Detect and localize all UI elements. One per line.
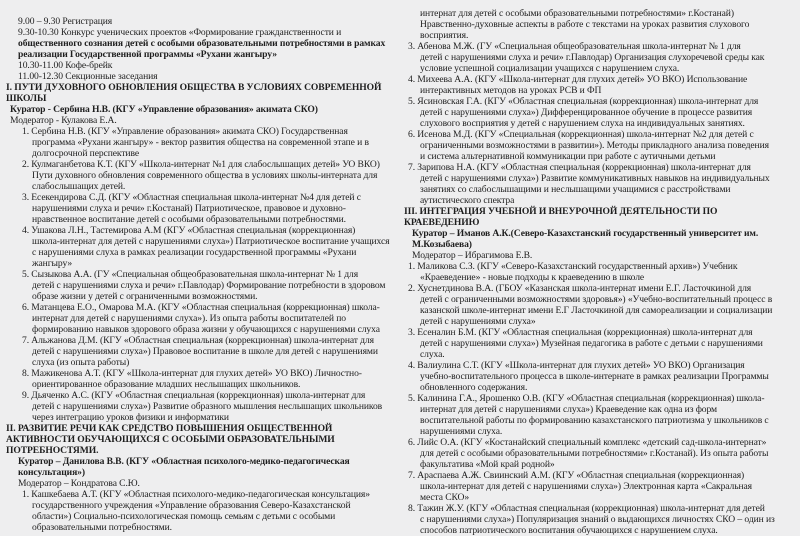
right-line: детей с ограниченными возможностями здоровья») «Учебно-воспитательный процесс в: [420, 294, 773, 305]
right-line: 2. Хуснетдинова В.А. (ГБОУ «Казанская школа-интернат имени Е.Г. Ласточкиной для: [408, 283, 752, 294]
right-line: III. ИНТЕГРАЦИЯ УЧЕБНОЙ И ВНЕУРОЧНОЙ ДЕЯТЕЛЬНОСТИ ПО: [404, 206, 718, 217]
right-line: детей с нарушениями слуха»: [420, 316, 536, 327]
right-line: детей с нарушениями слуха») Музейная педагогика в работе с детьми с нарушениями: [420, 338, 763, 349]
right-line: школа-интернат для детей с нарушениями слуха») Электронная карта «Сакральная: [420, 481, 752, 492]
right-line: слуха.: [420, 349, 445, 360]
left-line: Модератор – Кондратова С.Ю.: [18, 478, 140, 489]
right-line: аутистического спектра: [420, 195, 515, 206]
right-line: учебно-воспитательного процесса в школе-интернате в рамках реализации Программы: [420, 371, 769, 382]
right-line: 8. Тажин Ж.У. (КГУ «Областная специальная (коррекционная) школа-интернат для детей: [408, 503, 765, 514]
right-line: 6. Исенова М.Д. (КГУ «Специальная (коррекционная) школа-интернат №2 для детей с: [408, 129, 754, 140]
right-line: детей с нарушениями слуха») Развитие коммуникативных навыков на индивидуальных: [420, 173, 770, 184]
left-line: Пути духовного обновления современного общества в условиях школы-интерната для: [32, 170, 378, 181]
left-line: 9. Дьяченко А.С. (КГУ «Областная специальная (коррекционная) школа-интернат для: [22, 390, 366, 401]
right-line: М.Козыбаева): [412, 239, 472, 250]
right-line: 4. Михеева А.А. (КГУ «Школа-интернат для глухих детей» УО ВКО) Использование: [408, 74, 748, 85]
left-line: консультация»): [18, 467, 85, 478]
right-line: «Краеведение» - новые подходы к краеведению в школе: [420, 272, 645, 283]
left-line: программа «Рухани жангыру» - вектор развития общества на современной этапе и в: [32, 137, 369, 148]
right-line: нарушениями слуха.: [420, 426, 503, 437]
left-line: 6. Матанцева Е.О., Омарова М.А. (КГУ «Областная специальная (коррекционная) школа-: [22, 302, 380, 313]
left-line: 9.30-10.30 Конкурс ученических проектов «Формирование гражданственности и: [18, 27, 342, 38]
left-line: II. РАЗВИТИЕ РЕЧИ КАК СРЕДСТВО ПОВЫШЕНИЯ ОБЩЕСТВЕННОЙ: [6, 423, 333, 434]
right-line: обновленного содержания.: [420, 382, 528, 393]
left-line: формированию навыков здорового образа жизни у обучающихся с нарушениями слуха: [32, 324, 380, 335]
left-line: образе жизни у детей с ограниченными возможностями.: [32, 291, 258, 302]
left-line: нарушениями слуха и речи» г.Костанай) Патриотическое, правовое и духовно-: [32, 203, 346, 214]
left-line: слуха (из опыта работы): [32, 357, 130, 368]
right-line: восприятия.: [420, 30, 469, 41]
left-line: 1. Сербина Н.В. (КГУ «Управление образования» акимата СКО) Государственная: [22, 126, 348, 137]
left-line: образовательными потребностями.: [32, 522, 172, 533]
right-line: КРАЕВЕДЕНИЮ: [404, 217, 480, 228]
left-line: 1. Кашкебаева А.Т. (КГУ «Областная психолого-медико-педагогическая консультация»: [22, 489, 370, 500]
left-line: реализации Государственной программы «Рухани жангыру»: [18, 49, 277, 60]
left-line: 3. Есекендирова С.Д. (КГУ «Областная специальная школа-интернат №4 для детей с: [22, 192, 361, 203]
left-line: интернат для детей с нарушениями слуха»). Из опыта работы воспитателей по: [32, 313, 346, 324]
right-line: способов патриотического воспитания обучающихся с нарушением слуха.: [420, 525, 718, 536]
right-line: 1. Маликова С.З. (КГУ «Северо-Казахстанский государственный архив») Учебник: [408, 261, 738, 272]
left-line: с нарушениями слуха в рамках реализации государственной программы «Рухани: [32, 247, 357, 258]
left-line: детей с нарушениями слуха и речи» г.Павлодар) Формирование потребности в здоровом: [32, 280, 386, 291]
right-line: 3. Есеналин Б.М. (КГУ «Областная специальная (коррекционная) школа-интернат для: [408, 327, 753, 338]
left-line: 11.00-12.30 Секционные заседания: [18, 71, 158, 82]
right-line: интернат для детей с особыми образовательными потребностями» г.Костанай): [420, 8, 734, 19]
right-line: 7. Араспаева А.Ж. Свиинский А.М. (КГУ «Областная специальная (коррекционная): [408, 470, 745, 481]
right-line: 5. Калинина Г.А., Ярошенко О.В. (КГУ «Областная специальная (коррекционная) школа-: [408, 393, 765, 404]
left-line: долгосрочной перспективе: [32, 148, 139, 159]
left-line: Куратор – Данилова В.В. (КГУ «Областная психолого-медико-педагогическая: [18, 456, 350, 467]
right-line: ограниченными возможностями в развитии»). Методы прикладного анализа поведения: [420, 140, 769, 151]
right-line: Куратор – Иманов А.К.(Северо-Казахстанский государственный университет им.: [412, 228, 759, 239]
left-line: 8. Мажикенова А.Т. (КГУ «Школа-интернат для глухих детей» УО ВКО) Личностно-: [22, 368, 362, 379]
left-line: I. ПУТИ ДУХОВНОГО ОБНОВЛЕНИЯ ОБЩЕСТВА В УСЛОВИЯХ СОВРЕМЕННОЙ: [6, 82, 382, 93]
left-line: Модератор - Кулакова Е.А.: [10, 115, 117, 126]
left-line: слабослышащих детей.: [32, 181, 126, 192]
right-line: 6. Лийс О.А. (КГУ «Костанайский специальный комплекс «детский сад-школа-интернат»: [408, 437, 767, 448]
left-line: школа-интернат для детей с нарушениями слуха») Патриотическое воспитание учащихся: [32, 236, 390, 247]
right-line: занятиях со слабослышащими и неслышащими учащимися с расстройствами: [420, 184, 731, 195]
right-line: с нарушениями слуха») Популяризация знаний о выдающихся личностях СКО – один из: [420, 514, 775, 525]
right-line: для детей с особыми образовательными потребностями» г.Костанай). Из опыта работы: [420, 448, 769, 459]
right-line: Нравственно-духовные аспекты в работе с текстами на уроках развития слухового: [420, 19, 750, 30]
right-line: 7. Зарипова Н.А. (КГУ «Областная специальная (коррекционная) школа-интернат для: [408, 162, 751, 173]
left-line: 10.30-11.00 Кофе-брейк: [18, 60, 113, 71]
right-line: и система альтернативной коммуникации при работе с аутичными детьми: [420, 151, 716, 162]
left-line: государственного учреждения «Управление образования Северо-Казахстанской: [32, 500, 351, 511]
right-line: места СКО»: [420, 492, 470, 503]
right-line: факультатива «Мой край родной»: [420, 459, 555, 470]
right-line: Модератор – Ибрагимова Е.В.: [412, 250, 533, 261]
left-line: через интеграцию уроков физики и информатики: [32, 412, 229, 423]
left-line: жангыру»: [32, 258, 73, 269]
right-line: условие успешной социализации учащихся с нарушением слуха.: [420, 63, 680, 74]
right-line: интернат для детей с нарушениями слуха») Краеведение как одна из форм: [420, 404, 718, 415]
left-line: общественного сознания детей с особыми образовательными потребностями в рамках: [18, 38, 386, 49]
left-line: области») Социально-психологическая помощь семьям с детьми с особыми: [32, 511, 336, 522]
right-line: 5. Ясиновская Г.А. (КГУ «Областная специальная (коррекционная) школа-интернат для: [408, 96, 759, 107]
left-line: ШКОЛЫ: [6, 93, 47, 104]
left-line: 5. Сызыкова А.А. (ГУ «Специальная общеобразовательная школа-интернат № 1 для: [22, 269, 359, 280]
left-line: ориентированное образование младших неслышащих школьников.: [32, 379, 301, 390]
left-line: Куратор - Сербина Н.В. (КГУ «Управление образования» акимата СКО): [10, 104, 318, 115]
right-line: 3. Абенова М.Ж. (ГУ «Специальная общеобразовательная школа-интернат № 1 для: [408, 41, 741, 52]
right-line: детей с нарушениями слуха») Дифференцированное обучение в процессе развития: [420, 107, 753, 118]
right-line: казанской школе-интернат имени Е.Г Ласточкиной для самореализации и социализации: [420, 305, 773, 316]
left-line: 9.00 – 9.30 Регистрация: [18, 16, 113, 27]
right-line: воспитательной работы по формированию казахстанского патриотизма у школьников с: [420, 415, 769, 426]
left-line: 4. Ушакова Л.Н., Тастемирова А.М (КГУ «Областная специальная (коррекционная): [22, 225, 356, 236]
right-line: 4. Валиулина С.Т. (КГУ «Школа-интернат для глухих детей» УО ВКО) Организация: [408, 360, 745, 371]
left-line: детей с нарушениями слуха») Развитие образного мышления неслышащих школьников: [32, 401, 383, 412]
right-line: слухового восприятия у детей с нарушением слуха на индивидуальных занятиях.: [420, 118, 745, 129]
left-line: ПОТРЕБНОСТЯМИ.: [6, 445, 99, 456]
right-line: интерактивных методов на уроках РСВ и ФП: [420, 85, 602, 96]
left-line: детей с нарушениями слуха») Правовое воспитание в школе для детей с нарушениями: [32, 346, 378, 357]
left-line: нравственное воспитание детей с особыми образовательными потребностями.: [32, 214, 346, 225]
right-line: детей с нарушениями слуха и речи» г.Павлодар) Организация слухоречевой среды как: [420, 52, 765, 63]
left-line: 7. Альжанова Д.М. (КГУ «Областная специальная (коррекционная) школа-интернат для: [22, 335, 374, 346]
left-line: АКТИВНОСТИ ОБУЧАЮЩИХСЯ С ОСОБЫМИ ОБРАЗОВАТЕЛЬНЫМИ: [6, 434, 335, 445]
left-line: 2. Кулмаганбетова К.Т. (КГУ «Школа-интернат №1 для слабослышащих детей» УО ВКО): [22, 159, 380, 170]
